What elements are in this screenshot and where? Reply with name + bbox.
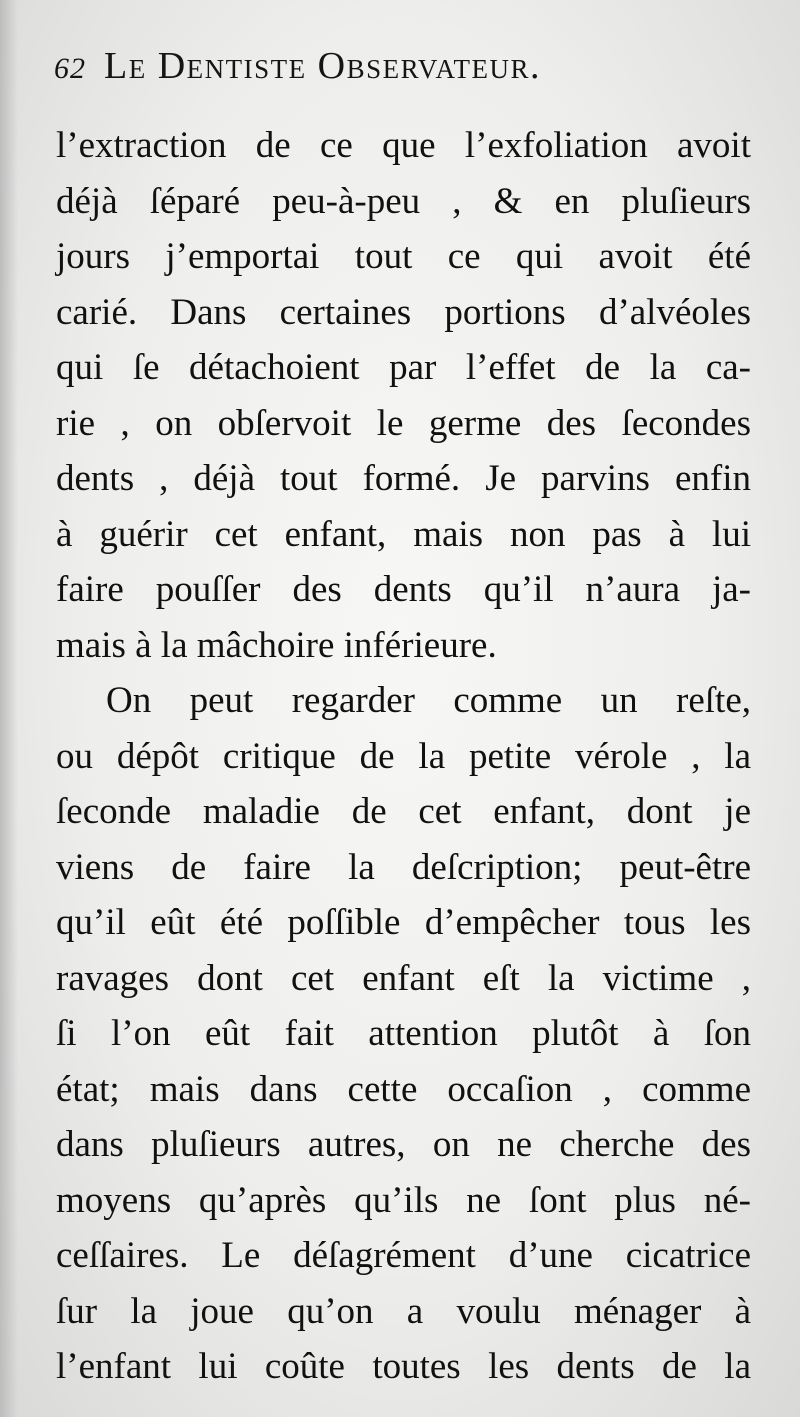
text-line: ceſſaires. Le déſagrément d’une cicatrice <box>56 1235 751 1276</box>
text-line: dents , déjà tout formé. Je parvins enfin <box>56 458 751 499</box>
text-line: jours j’emportai tout ce qui avoit été <box>56 236 751 277</box>
text-line: ravages dont cet enfant eſt la victime , <box>56 957 751 999</box>
paragraph-1 <box>56 118 751 673</box>
text-line: ſur la joue qu’on a voulu ménager à <box>56 1290 751 1332</box>
page-number: 62 <box>54 52 86 85</box>
text-line: état; mais dans cette occaſion , comme <box>56 1068 751 1110</box>
text-line: ſi l’on eût fait attention plutôt à ſon <box>56 1013 751 1054</box>
text-line: ſeconde maladie de cet enfant, dont je <box>56 791 751 832</box>
text-line: On peut regarder comme un reſte, <box>106 680 751 721</box>
text-line: qu’il eût été poſſible d’empêcher tous les <box>56 902 751 943</box>
paragraph-2 <box>56 673 751 1395</box>
body-text <box>56 118 751 1395</box>
text-line: carié. Dans certaines portions d’alvéoles <box>56 291 751 333</box>
text-line: mais à la mâchoire inférieure. <box>56 624 497 666</box>
text-line: viens de faire la deſcription; peut-être <box>56 846 751 888</box>
text-line: qui ſe détachoient par l’effet de la ca- <box>56 347 751 388</box>
page-edge-shadow <box>0 0 18 1417</box>
text-line: ou dépôt critique de la petite vérole , la <box>56 735 751 777</box>
text-line: déjà ſéparé peu-à-peu , & en pluſieurs <box>56 180 751 222</box>
text-line: rie , on obſervoit le germe des ſecondes <box>56 402 751 444</box>
text-line: l’enfant lui coûte toutes les dents de la <box>56 1346 751 1387</box>
text-line: à guérir cet enfant, mais non pas à lui <box>56 513 751 555</box>
running-title: Le Dentiste Observateur. <box>104 45 541 87</box>
text-line: dans pluſieurs autres, on ne cherche des <box>56 1124 751 1165</box>
text-line: l’extraction de ce que l’exfoliation avoit <box>56 125 751 166</box>
running-head <box>54 44 754 104</box>
text-line: moyens qu’après qu’ils ne ſont plus né- <box>56 1179 751 1221</box>
text-line: faire pouſſer des dents qu’il n’aura ja- <box>56 569 751 610</box>
